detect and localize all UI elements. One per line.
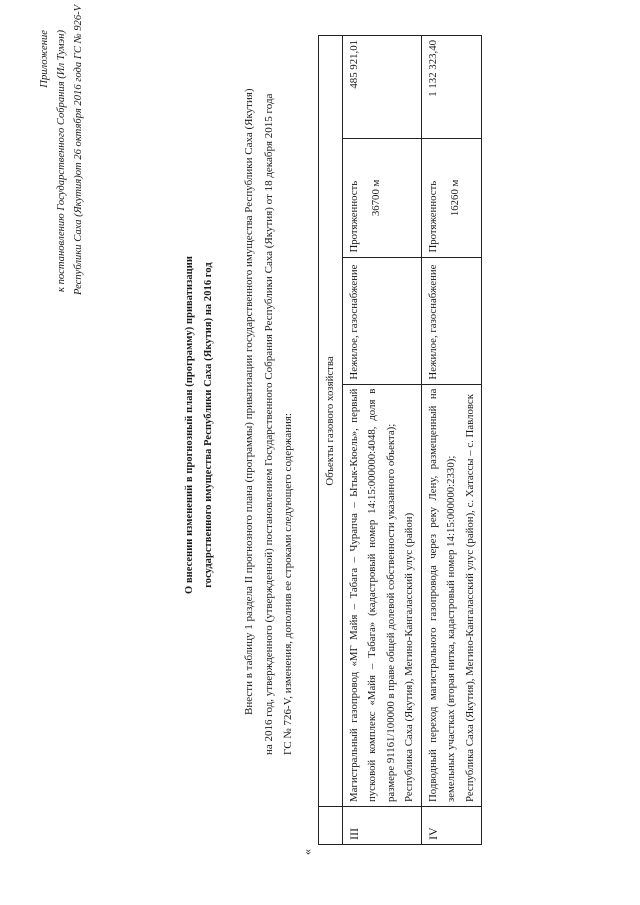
- intro-line-3: ГС № 726-V, изменения, дополнив ее строками следующего содержания:: [282, 413, 294, 755]
- object-name-cell: [421, 384, 482, 806]
- object-kind: Нежилое, газоснабжение: [342, 257, 421, 384]
- table-row: [342, 36, 421, 845]
- row-number: III: [342, 807, 421, 845]
- length-value: 16260 м: [449, 179, 461, 217]
- table-row: [421, 36, 482, 845]
- document-title: [180, 65, 218, 785]
- appendix-line-1: Приложение: [39, 30, 50, 88]
- section-num-cell: [319, 807, 343, 845]
- length-label: Протяженность: [426, 180, 439, 253]
- length-value: 36700 м: [370, 179, 382, 217]
- object-kind: Нежилое, газоснабжение: [421, 257, 482, 384]
- intro-paragraph: [240, 55, 299, 755]
- object-location: Республика Саха (Якутия), Мегино-Кангаласский улус (район): [403, 512, 415, 802]
- appendix-line-3: Республики Саха (Якутия)от 26 октября 2016 года ГС № 926-V: [73, 4, 84, 295]
- title-line-2: государственного имущества Республики Саха (Якутия) на 2016 год: [203, 262, 214, 588]
- objects-table: [318, 35, 482, 845]
- object-location: Республика Саха (Якутия), Мегино-Кангаласский улус (район), с. Хатассы – с. Павловск: [463, 394, 476, 802]
- appendix-note: [36, 4, 87, 295]
- intro-line-2: на 2016 год, утвержденного (утвержденной) постановлением Государственного Собрания Республики Саха (Якутия) от 18 декабря 2015 года: [262, 93, 275, 755]
- title-line-1: О внесении изменений в прогнозный план (программу) приватизации: [184, 256, 195, 594]
- section-title: Объекты газового хозяйства: [319, 36, 343, 807]
- appendix-line-2: к постановлению Государственного Собрания (Ил Тумэн): [56, 30, 67, 293]
- row-number: IV: [421, 807, 482, 845]
- object-name-cell: [342, 384, 421, 806]
- object-name: Магистральный газопровод «МГ Майя – Табага – Чурапча – Ытык-Кюель», первый пусковой комплекс «Майя – Табага» (кадастровый номер 14:15:000000:4048, доля в размере 91161/100000 в праве общей долевой собственности указанного объекта);: [347, 388, 397, 802]
- object-length-cell: [342, 139, 421, 257]
- object-name: Подводный переход магистрального газопровода через реку Лену, размещенный на земельных участках (вторая нитка, кадастровый номер 14:15:000000:2330);: [426, 388, 457, 802]
- section-row: [319, 36, 343, 845]
- object-amount: 1 132 323,40: [421, 36, 482, 139]
- object-length-cell: [421, 139, 482, 257]
- intro-line-1: Внести в таблицу 1 раздела II прогнозного плана (программы) приватизации государственного имущества Республики Саха (Якутия): [243, 88, 255, 715]
- opening-quote: «: [300, 849, 314, 855]
- object-amount: 485 921,01: [342, 36, 421, 139]
- length-label: Протяженность: [347, 180, 360, 253]
